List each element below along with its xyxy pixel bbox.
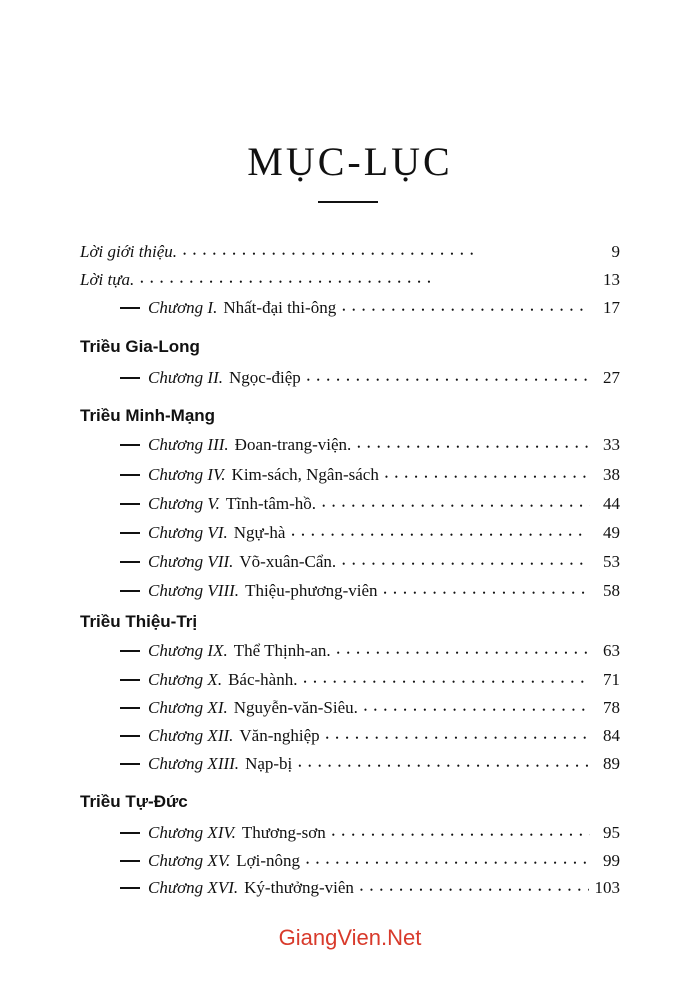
chapter-label: Chương IV. — [148, 465, 226, 484]
toc-entry-chapter[interactable] — [120, 754, 620, 780]
chapter-label: Chương XV. — [148, 851, 231, 870]
page-number: 53 — [603, 552, 620, 571]
dot-leader — [384, 581, 590, 601]
em-dash — [120, 307, 140, 309]
dot-leader — [291, 523, 590, 543]
dot-leader — [183, 242, 590, 262]
reign-heading: Triều Gia-Long — [80, 337, 200, 356]
page-number: 89 — [603, 754, 620, 773]
toc-entry-chapter[interactable] — [120, 435, 620, 461]
em-dash — [120, 444, 140, 446]
dot-leader — [332, 823, 590, 843]
chapter-title: Văn-nghiệp — [239, 726, 320, 745]
chapter-title: Thiệu-phương-viên — [245, 581, 378, 600]
page-number: 27 — [603, 368, 620, 387]
em-dash — [120, 860, 140, 862]
em-dash — [120, 377, 140, 379]
chapter-label: Chương XIII. — [148, 754, 240, 773]
chapter-label: Chương V. — [148, 494, 220, 513]
toc-entry-chapter[interactable] — [120, 851, 620, 877]
title-underline — [318, 201, 378, 203]
reign-heading: Triều Minh-Mạng — [80, 406, 216, 425]
chapter-title: Ngọc-điệp — [229, 368, 301, 387]
em-dash — [120, 650, 140, 652]
dot-leader — [306, 851, 590, 871]
toc-entry-chapter[interactable] — [120, 670, 620, 696]
toc-entry-chapter[interactable] — [120, 641, 620, 667]
page-number: 44 — [603, 494, 620, 513]
page-number: 63 — [603, 641, 620, 660]
page-title: MỤC-LỤC — [247, 139, 453, 184]
toc-entry-chapter[interactable] — [120, 823, 620, 849]
chapter-title: Nguyễn-văn-Siêu. — [233, 698, 358, 717]
chapter-label: Chương X. — [148, 670, 223, 689]
chapter-title: Bác-hành. — [228, 670, 298, 689]
page-number: 38 — [603, 465, 620, 484]
chapter-label: Chương VII. — [148, 552, 234, 571]
dot-leader — [140, 270, 590, 290]
chapter-title: Võ-xuân-Cẩn. — [239, 552, 337, 571]
toc-entry-chapter[interactable] — [120, 523, 620, 549]
chapter-title: Ngự-hà — [233, 523, 286, 542]
em-dash — [120, 474, 140, 476]
toc-entry-chapter[interactable] — [120, 552, 620, 578]
em-dash — [120, 763, 140, 765]
page-number: 103 — [594, 878, 620, 897]
chapter-label: Chương III. — [148, 435, 229, 454]
dot-leader — [357, 435, 590, 455]
toc-entry-chapter[interactable] — [120, 878, 620, 904]
dot-leader — [342, 298, 590, 318]
chapter-title: Tĩnh-tâm-hồ. — [225, 494, 317, 513]
chapter-label: Chương VIII. — [148, 581, 240, 600]
toc-entry-intro[interactable] — [80, 242, 620, 268]
toc-entry-preface[interactable] — [80, 270, 620, 296]
reign-heading: Triều Thiệu-Trị — [80, 612, 198, 631]
chapter-title: Lợi-nông — [236, 851, 301, 870]
dot-leader — [385, 465, 590, 485]
chapter-title: Đoan-trang-viện. — [234, 435, 352, 454]
page-number: 84 — [603, 726, 620, 745]
chapter-title: Thương-sơn — [241, 823, 326, 842]
toc-entry-chapter[interactable] — [120, 298, 620, 324]
chapter-label: Chương XI. — [148, 698, 228, 717]
em-dash — [120, 735, 140, 737]
page-number: 58 — [603, 581, 620, 600]
page-number: 99 — [603, 851, 620, 870]
watermark-link[interactable]: GiangVien.Net — [278, 925, 422, 950]
dot-leader — [298, 754, 590, 774]
chapter-title: Ký-thưởng-viên — [244, 878, 354, 897]
em-dash — [120, 707, 140, 709]
chapter-label: Chương I. — [148, 298, 218, 317]
toc-entry-title: Lời tựa. — [80, 270, 135, 289]
dot-leader — [322, 494, 590, 514]
toc-entry-chapter[interactable] — [120, 698, 620, 724]
em-dash — [120, 503, 140, 505]
page-number: 33 — [603, 435, 620, 454]
chapter-title: Kim-sách, Ngân-sách — [231, 465, 379, 484]
chapter-label: Chương XVI. — [148, 878, 239, 897]
chapter-label: Chương II. — [148, 368, 224, 387]
dot-leader — [360, 878, 589, 898]
chapter-label: Chương IX. — [148, 641, 228, 660]
chapter-title: Nạp-bị — [245, 754, 293, 773]
toc-entry-chapter[interactable] — [120, 494, 620, 520]
chapter-label: Chương XIV. — [148, 823, 236, 842]
page-number: 49 — [603, 523, 620, 542]
em-dash — [120, 887, 140, 889]
toc-entry-chapter[interactable] — [120, 368, 620, 394]
em-dash — [120, 679, 140, 681]
page-number: 95 — [603, 823, 620, 842]
chapter-title: Nhất-đại thi-ông — [223, 298, 337, 317]
dot-leader — [307, 368, 590, 388]
toc-entry-chapter[interactable] — [120, 465, 620, 491]
dot-leader — [303, 670, 590, 690]
page-number: 71 — [603, 670, 620, 689]
toc-entry-chapter[interactable] — [120, 581, 620, 607]
dot-leader — [326, 726, 590, 746]
toc-entry-title: Lời giới thiệu. — [80, 242, 178, 261]
dot-leader — [364, 698, 590, 718]
page-number: 13 — [603, 270, 620, 289]
reign-heading: Triều Tự-Đức — [80, 792, 188, 811]
page-number: 17 — [603, 298, 620, 317]
toc-entry-chapter[interactable] — [120, 726, 620, 752]
chapter-title: Thể Thịnh-an. — [233, 641, 331, 660]
page-number: 9 — [611, 242, 620, 261]
em-dash — [120, 832, 140, 834]
em-dash — [120, 590, 140, 592]
chapter-label: Chương VI. — [148, 523, 228, 542]
dot-leader — [342, 552, 590, 572]
page-number: 78 — [603, 698, 620, 717]
em-dash — [120, 561, 140, 563]
dot-leader — [337, 641, 590, 661]
em-dash — [120, 532, 140, 534]
chapter-label: Chương XII. — [148, 726, 234, 745]
